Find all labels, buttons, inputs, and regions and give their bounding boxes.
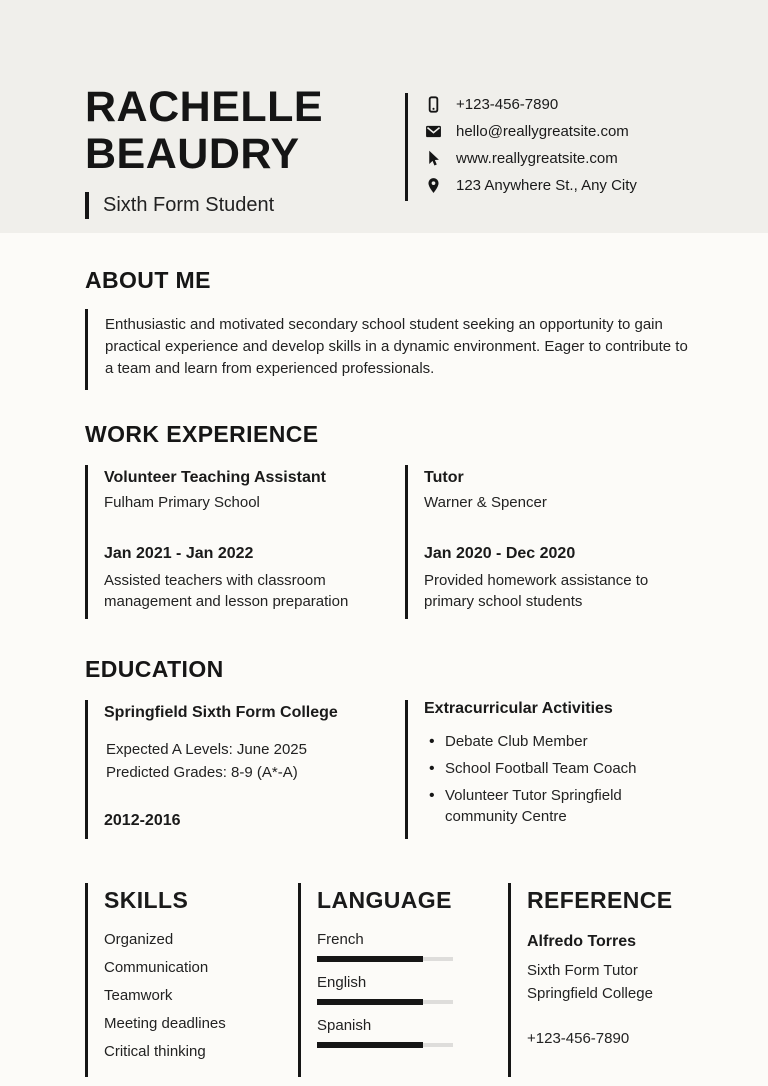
education-detail-levels: Expected A Levels: June 2025: [106, 741, 307, 759]
contact-row-website: [425, 150, 637, 167]
title-accent-bar: [85, 192, 89, 219]
cursor-icon: [425, 150, 442, 167]
job-entry-1: [85, 465, 405, 620]
skill-item: Meeting deadlines: [104, 1015, 226, 1033]
contact-row-address: [425, 177, 637, 194]
language-level-fill: [317, 999, 423, 1005]
skill-item: Teamwork: [104, 987, 173, 1005]
education-years: 2012-2016: [104, 811, 181, 829]
header: [0, 0, 768, 233]
job-entry-2: [405, 465, 690, 620]
reference-role: Sixth Form Tutor: [527, 962, 638, 980]
extracurricular-item: • Debate Club Member: [424, 731, 639, 753]
person-title-row: [85, 192, 395, 219]
skill-item: Communication: [104, 959, 209, 977]
job-title: Volunteer Teaching Assistant: [104, 468, 326, 486]
extracurricular-block: [405, 700, 690, 839]
language-name: French: [317, 931, 364, 949]
location-icon: [425, 177, 442, 194]
job-dates: Jan 2021 - Jan 2022: [104, 544, 254, 562]
extracurricular-item: • School Football Team Coach: [424, 758, 639, 780]
about-heading: ABOUT ME: [85, 267, 211, 293]
language-item: [317, 931, 508, 961]
language-name: Spanish: [317, 1017, 372, 1035]
language-list: [317, 931, 508, 1047]
language-block: [298, 883, 508, 1077]
skill-item: Critical thinking: [104, 1043, 206, 1061]
name-block: [85, 84, 395, 219]
contact-phone-text: +123-456-7890: [456, 96, 559, 113]
phone-icon: [425, 96, 442, 113]
education-entry: [85, 700, 405, 839]
skills-list: [104, 931, 298, 1060]
language-name: English: [317, 974, 367, 992]
contact-block: [405, 93, 637, 201]
skills-heading: SKILLS: [104, 887, 189, 914]
extracurricular-item: • Volunteer Tutor Springfield community Centre: [424, 785, 639, 829]
job-employer: Warner & Spencer: [424, 493, 547, 511]
education-columns: [85, 700, 690, 839]
language-heading: LANGUAGE: [317, 887, 452, 914]
language-item: [317, 974, 508, 1004]
work-experience-columns: [85, 465, 690, 620]
reference-block: [508, 883, 690, 1077]
person-name: RACHELLE BEAUDRY: [85, 83, 324, 179]
resume-body: [0, 233, 768, 1077]
extracurricular-heading: Extracurricular Activities: [424, 700, 613, 718]
education-school: Springfield Sixth Form College: [104, 704, 338, 722]
language-level-bar: [317, 1000, 453, 1004]
job-dates: Jan 2020 - Dec 2020: [424, 544, 576, 562]
person-title: Sixth Form Student: [103, 193, 275, 216]
job-title: Tutor: [424, 468, 464, 486]
contact-website-text: www.reallygreatsite.com: [456, 150, 618, 167]
about-text: Enthusiastic and motivated secondary school student seeking an opportunity to gain practical experience and develop skills in a dynamic environment. Eager to contribute to a team and learn from experienced professionals.: [85, 309, 690, 390]
language-level-bar: [317, 1043, 453, 1047]
job-employer: Fulham Primary School: [104, 493, 260, 511]
skills-block: [85, 883, 298, 1077]
extracurricular-list: [424, 731, 639, 828]
reference-heading: REFERENCE: [527, 887, 673, 914]
language-level-bar: [317, 957, 453, 961]
bottom-columns: [85, 883, 690, 1077]
job-description: Assisted teachers with classroom management and lesson preparation: [104, 571, 349, 611]
language-level-fill: [317, 1042, 423, 1048]
job-description: Provided homework assistance to primary school students: [424, 571, 649, 611]
skill-item: Organized: [104, 931, 174, 949]
education-details: [104, 738, 405, 785]
education-detail-grades: Predicted Grades: 8-9 (A*-A): [106, 764, 298, 782]
education-heading: EDUCATION: [85, 656, 224, 683]
work-experience-heading: WORK EXPERIENCE: [85, 420, 319, 447]
reference-phone: +123-456-7890: [527, 1030, 630, 1048]
reference-org: Springfield College: [527, 984, 653, 1002]
language-level-fill: [317, 956, 423, 962]
contact-row-phone: [425, 96, 637, 113]
contact-row-email: [425, 123, 637, 140]
language-item: [317, 1017, 508, 1047]
email-icon: [425, 123, 442, 140]
contact-address-text: 123 Anywhere St., Any City: [456, 177, 637, 194]
contact-email-text: hello@reallygreatsite.com: [456, 123, 629, 140]
reference-name: Alfredo Torres: [527, 933, 637, 951]
